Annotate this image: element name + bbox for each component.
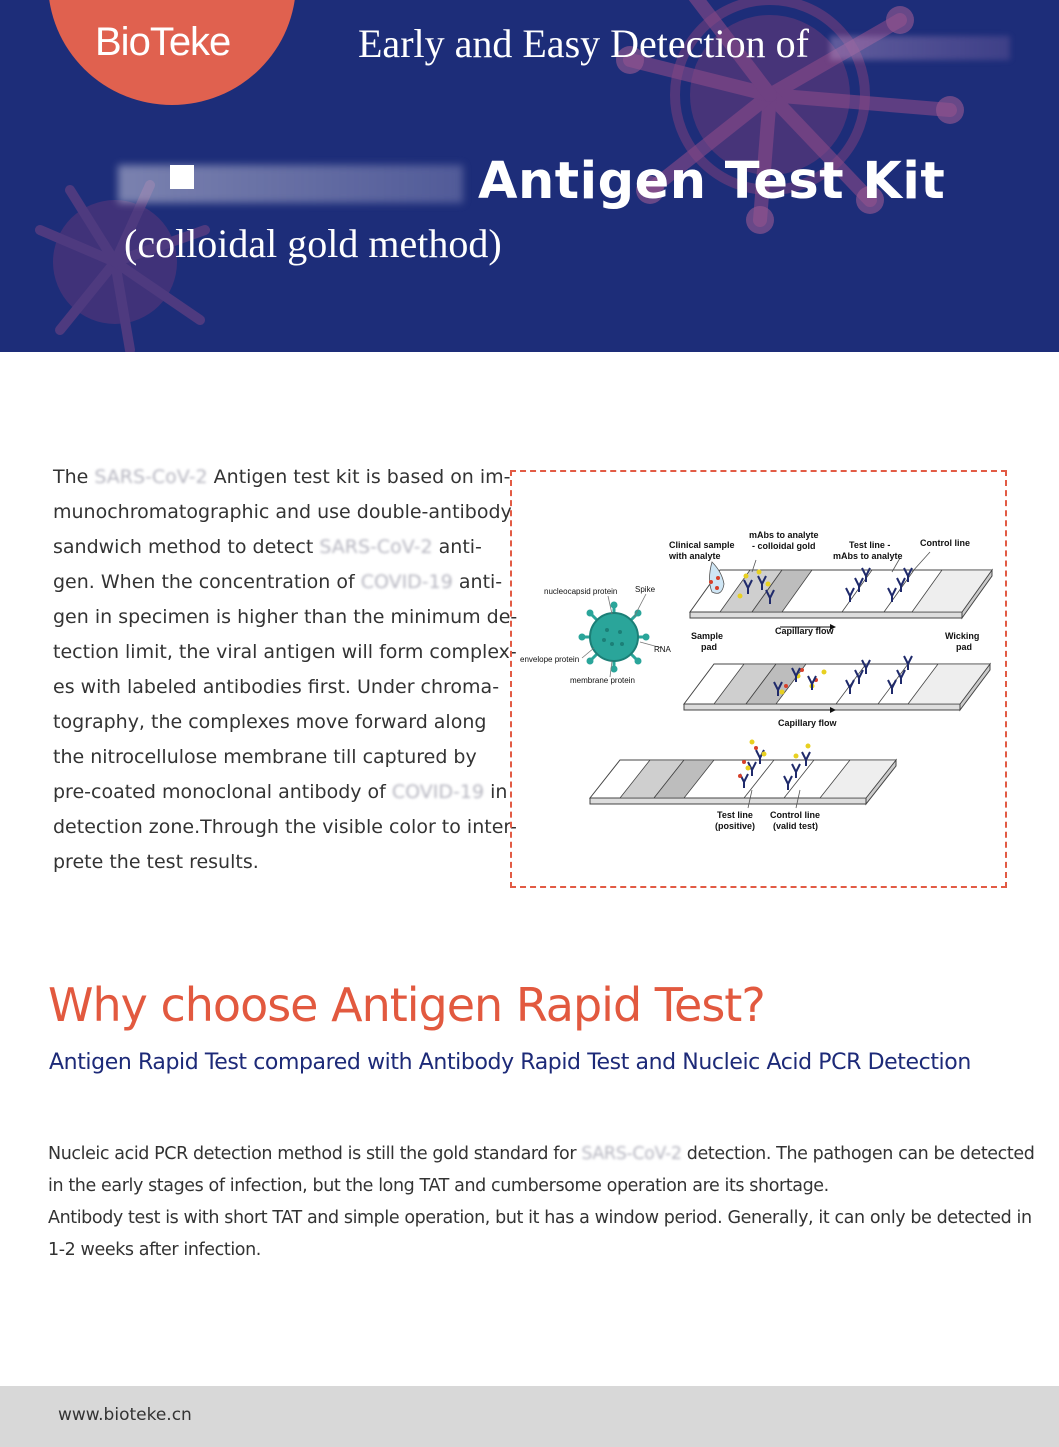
diagram-label: with analyte bbox=[669, 551, 721, 561]
text-span: gen. When the concentration of bbox=[53, 571, 361, 593]
text-span: Nucleic acid PCR detection method is still the gold standard for bbox=[48, 1144, 582, 1164]
page-subtitle: (colloidal gold method) bbox=[124, 221, 502, 266]
diagram-label: Clinical sample bbox=[669, 540, 735, 550]
text-line: 1-2 weeks after infection. bbox=[48, 1240, 261, 1260]
page-title: Antigen Test Kit bbox=[478, 152, 946, 211]
virus-label-nucleocapsid: nucleocapsid protein bbox=[544, 587, 618, 596]
text-line: the nitrocellulose membrane till captured by bbox=[53, 746, 477, 768]
blurred-text: SARS-CoV-2 bbox=[94, 466, 208, 488]
virus-label-membrane: membrane protein bbox=[570, 676, 635, 685]
text-span: pre-coated monoclonal antibody of bbox=[53, 781, 392, 803]
footer bbox=[0, 1386, 1059, 1447]
diagram-label: (valid test) bbox=[773, 821, 819, 831]
diagram-label: Capillary flow bbox=[775, 626, 834, 636]
test-strip-diagram bbox=[510, 470, 1007, 888]
text-span: The bbox=[53, 466, 95, 488]
section-body bbox=[48, 1138, 1038, 1266]
text-span: in bbox=[484, 781, 508, 803]
text-span: anti- bbox=[432, 536, 482, 558]
virus-icon bbox=[579, 602, 650, 673]
text-line: Antibody test is with short TAT and simple operation, but it has a window period. Generally, it can only be detected in bbox=[48, 1208, 1032, 1228]
text-line: gen in specimen is higher than the minimum de- bbox=[53, 606, 518, 628]
text-span: sandwich method to detect bbox=[53, 536, 320, 558]
text-span: anti- bbox=[452, 571, 503, 593]
diagram-label: - colloidal gold bbox=[752, 541, 816, 551]
diagram-label: Sample bbox=[691, 631, 724, 641]
intro-paragraph bbox=[53, 460, 518, 880]
header-banner bbox=[0, 0, 1059, 352]
blurred-text: SARS-CoV-2 bbox=[319, 536, 433, 558]
diagram-label: Control line bbox=[920, 538, 970, 548]
blurred-text: COVID-19 bbox=[360, 571, 453, 593]
text-line: munochromatographic and use double-antibody bbox=[53, 501, 512, 523]
website-link[interactable]: www.bioteke.cn bbox=[58, 1405, 192, 1425]
header-line1: Early and Easy Detection of bbox=[358, 21, 809, 66]
blurred-text bbox=[830, 36, 1010, 60]
diagram-label: Test line bbox=[717, 810, 753, 820]
diagram-label: (positive) bbox=[715, 821, 756, 831]
diagram-label: Wicking bbox=[945, 631, 980, 641]
section-title: Why choose Antigen Rapid Test? bbox=[48, 978, 765, 1032]
text-line: tection limit, the viral antigen will form complex- bbox=[53, 641, 517, 663]
text-span: Antigen test kit is based on im- bbox=[207, 466, 511, 488]
test-strip-2 bbox=[684, 656, 990, 713]
test-strip-3 bbox=[590, 740, 896, 809]
diagram-label: Test line - bbox=[849, 540, 891, 550]
text-line: prete the test results. bbox=[53, 851, 259, 873]
brand-logo: BioTeke bbox=[95, 20, 231, 64]
diagram-label: mAbs to analyte bbox=[749, 530, 819, 540]
text-line: tography, the complexes move forward along bbox=[53, 711, 487, 733]
diagram-label: mAbs to analyte bbox=[833, 551, 903, 561]
blurred-text: SARS-CoV-2 bbox=[581, 1144, 682, 1164]
diagram-label: pad bbox=[701, 642, 718, 652]
text-line: detection zone.Through the visible color to inter- bbox=[53, 816, 517, 838]
virus-label-envelope: envelope protein bbox=[520, 655, 580, 664]
diagram-label: pad bbox=[956, 642, 973, 652]
blurred-text bbox=[170, 165, 194, 189]
virus-label-rna: RNA bbox=[654, 645, 671, 654]
virus-label-spike: Spike bbox=[635, 585, 656, 594]
diagram-label: Control line bbox=[770, 810, 820, 820]
section-subtitle: Antigen Rapid Test compared with Antibody Rapid Test and Nucleic Acid PCR Detection bbox=[49, 1050, 971, 1075]
text-span: detection. The pathogen can be detected bbox=[681, 1144, 1035, 1164]
test-strip-1 bbox=[690, 552, 992, 630]
diagram-label: Capillary flow bbox=[778, 718, 837, 728]
blurred-text: COVID-19 bbox=[391, 781, 485, 803]
text-line: es with labeled antibodies first. Under chroma- bbox=[53, 676, 500, 698]
text-line: in the early stages of infection, but the long TAT and cumbersome operation are its shortage. bbox=[48, 1176, 829, 1196]
